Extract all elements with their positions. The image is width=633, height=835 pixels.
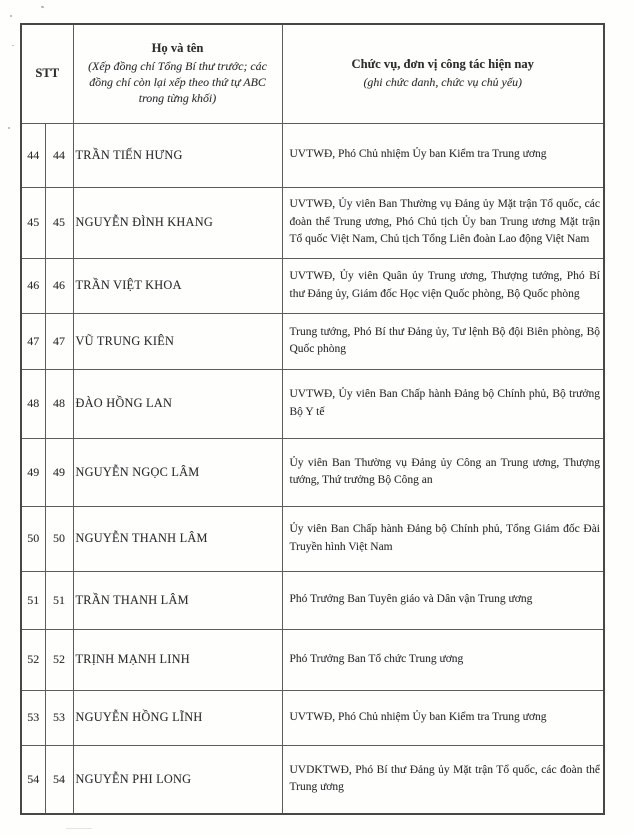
- stt-cell-2: 51: [45, 571, 73, 629]
- table-row: [21, 571, 604, 629]
- table-row: [21, 745, 604, 814]
- name-cell: TRỊNH MẠNH LINH: [73, 629, 282, 690]
- stt-cell: 44: [21, 123, 45, 187]
- name-cell: NGUYỄN NGỌC LÂM: [73, 438, 282, 506]
- name-cell: NGUYỄN HỒNG LĨNH: [73, 690, 282, 745]
- position-column-title: Chức vụ, đơn vị công tác hiện nay: [351, 57, 534, 72]
- scan-speck: [8, 127, 10, 129]
- position-cell: UVTWĐ, Phó Chủ nhiệm Ủy ban Kiểm tra Trung ương: [282, 690, 604, 745]
- name-column-note: (Xếp đồng chí Tổng Bí thư trước; các đồng chí còn lại xếp theo thứ tự ABC trong từng khối): [88, 58, 267, 106]
- name-cell: TRẦN THANH LÂM: [73, 571, 282, 629]
- name-cell: TRẦN VIỆT KHOA: [73, 258, 282, 313]
- stt-cell: 53: [21, 690, 45, 745]
- position-cell: Trung tướng, Phó Bí thư Đảng ủy, Tư lệnh Bộ đội Biên phòng, Bộ Quốc phòng: [282, 313, 604, 369]
- position-cell: UVTWĐ, Phó Chủ nhiệm Ủy ban Kiểm tra Trung ương: [282, 123, 604, 187]
- scan-speck: [12, 45, 14, 46]
- name-cell: VŨ TRUNG KIÊN: [73, 313, 282, 369]
- position-cell: Phó Trưởng Ban Tuyên giáo và Dân vận Trung ương: [282, 571, 604, 629]
- name-column-title: Họ và tên: [151, 40, 204, 55]
- name-cell: NGUYỄN THANH LÂM: [73, 506, 282, 571]
- column-header-stt: STT: [21, 24, 73, 123]
- table-row: [21, 438, 604, 506]
- table-header-row: [21, 24, 604, 123]
- column-header-name: [73, 24, 282, 123]
- table-row: [21, 313, 604, 369]
- stt-cell-2: 50: [45, 506, 73, 571]
- position-cell: Ủy viên Ban Thường vụ Đảng ủy Công an Trung ương, Thượng tướng, Thứ trưởng Bộ Công an: [282, 438, 604, 506]
- table-row: [21, 258, 604, 313]
- scan-speck: [10, 15, 12, 17]
- stt-cell: 48: [21, 369, 45, 438]
- position-cell: UVDKTWĐ, Phó Bí thư Đảng ủy Mặt trận Tổ quốc, các đoàn thể Trung ương: [282, 745, 604, 814]
- table-row: [21, 369, 604, 438]
- stt-cell: 50: [21, 506, 45, 571]
- stt-cell-2: 47: [45, 313, 73, 369]
- position-cell: Ủy viên Ban Chấp hành Đảng bộ Chính phủ, Tổng Giám đốc Đài Truyền hình Việt Nam: [282, 506, 604, 571]
- scan-speck: [41, 6, 45, 9]
- stt-cell-2: 46: [45, 258, 73, 313]
- name-cell: TRẦN TIẾN HƯNG: [73, 123, 282, 187]
- stt-cell: 51: [21, 571, 45, 629]
- stt-cell: 47: [21, 313, 45, 369]
- stt-cell-2: 49: [45, 438, 73, 506]
- stt-cell: 45: [21, 187, 45, 258]
- stt-cell: 46: [21, 258, 45, 313]
- officials-table: [20, 23, 605, 815]
- table-row: [21, 506, 604, 571]
- position-cell: UVTWĐ, Ủy viên Ban Thường vụ Đảng ủy Mặt trận Tổ quốc, các đoàn thể Trung ương, Phó Chủ tịch Ủy ban Trung ương Mặt trận Tổ quốc Việt Nam, Chủ tịch Tổng Liên đoàn Lao động Việt Nam: [282, 187, 604, 258]
- scan-speck: [66, 828, 92, 829]
- name-cell: NGUYỄN ĐÌNH KHANG: [73, 187, 282, 258]
- name-cell: NGUYỄN PHI LONG: [73, 745, 282, 814]
- table-row: [21, 187, 604, 258]
- stt-cell-2: 45: [45, 187, 73, 258]
- stt-cell-2: 52: [45, 629, 73, 690]
- stt-cell-2: 48: [45, 369, 73, 438]
- stt-cell: 52: [21, 629, 45, 690]
- table-row: [21, 629, 604, 690]
- stt-cell-2: 54: [45, 745, 73, 814]
- stt-cell-2: 44: [45, 123, 73, 187]
- table-row: [21, 690, 604, 745]
- stt-cell: 54: [21, 745, 45, 814]
- column-header-position: [282, 24, 604, 123]
- stt-cell: 49: [21, 438, 45, 506]
- position-cell: UVTWĐ, Ủy viên Ban Chấp hành Đảng bộ Chính phủ, Bộ trưởng Bộ Y tế: [282, 369, 604, 438]
- table-row: [21, 123, 604, 187]
- position-cell: UVTWĐ, Ủy viên Quân ủy Trung ương, Thượng tướng, Phó Bí thư Đảng ủy, Giám đốc Học viện Quốc phòng, Bộ Quốc phòng: [282, 258, 604, 313]
- name-cell: ĐÀO HỒNG LAN: [73, 369, 282, 438]
- position-column-note: (ghi chức danh, chức vụ chủ yếu): [363, 75, 523, 90]
- position-cell: Phó Trưởng Ban Tổ chức Trung ương: [282, 629, 604, 690]
- stt-cell-2: 53: [45, 690, 73, 745]
